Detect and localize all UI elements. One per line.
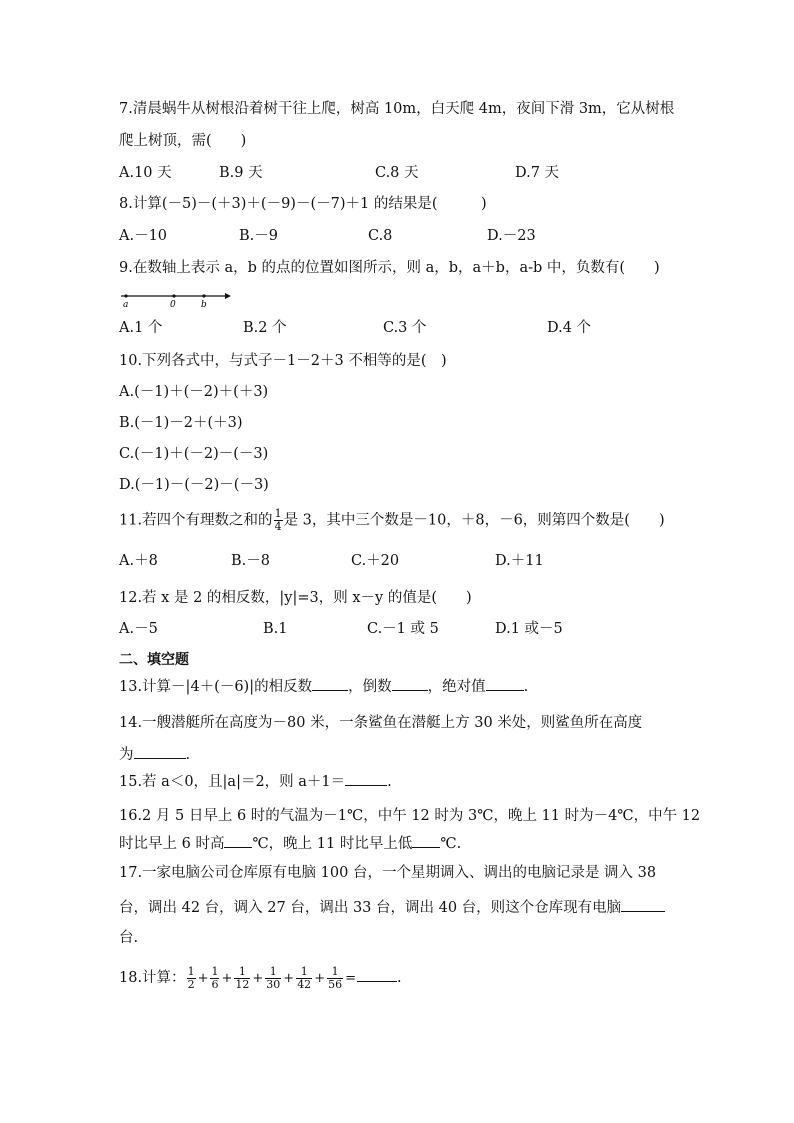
q18-fraction-3-numerator: 1 (234, 966, 250, 979)
q18-fraction-5-numerator: 1 (296, 966, 312, 979)
q13-stem (119, 676, 528, 697)
q18-fraction-6-numerator: 1 (327, 966, 343, 979)
q18-prefix: 18.计算： (119, 970, 186, 986)
q11-option-b: B.－8 (231, 553, 270, 569)
q9-option-b: B.2 个 (243, 320, 287, 336)
q15-end: . (387, 774, 392, 790)
q14-blank-height[interactable] (134, 744, 186, 759)
q10-option-a: A.(－1)＋(－2)＋(＋3) (119, 384, 269, 400)
q8-option-b: B.－9 (239, 228, 278, 244)
q9-option-c: C.3 个 (383, 320, 427, 336)
point-zero (172, 294, 175, 297)
q18-plus-1: + (197, 971, 209, 986)
q11-fraction (274, 508, 283, 533)
q7-stem-line2: 爬上树顶，需( ) (119, 133, 247, 149)
q13-blank-absolute[interactable] (486, 676, 524, 691)
q8-option-d: D.－23 (487, 228, 536, 244)
q15-stem (119, 771, 392, 792)
label-a: a (123, 300, 129, 310)
number-line-arrow (225, 293, 231, 299)
q18-fraction-3-denominator: 12 (235, 977, 250, 991)
q14-line2-suffix: . (185, 747, 191, 763)
q18-end: . (397, 970, 402, 986)
section-heading-fill-in: 二、填空题 (119, 652, 189, 668)
q10-stem: 10.下列各式中，与式子－1－2＋3 不相等的是( ) (119, 353, 447, 369)
q18-stem (119, 963, 402, 994)
label-b: b (201, 300, 207, 310)
q15-text: 15.若 a＜0，且|a|＝2，则 a＋1＝ (119, 774, 346, 790)
q18-equals: = (345, 971, 356, 986)
q11-stem-suffix: 是 3，其中三个数是－10，＋8，－6，则第四个数是( ) (283, 512, 665, 529)
q18-plus-4: + (283, 971, 295, 986)
q14-line2-prefix: 为 (119, 747, 134, 763)
q10-option-c: C.(－1)＋(－2)－(－3) (119, 446, 269, 462)
q17-stem-line2 (119, 897, 665, 918)
q17-stem-line1: 17.一家电脑公司仓库原有电脑 100 台，一个星期调入、调出的电脑记录是 调入 38 (119, 865, 657, 881)
q18-plus-5: + (314, 971, 326, 986)
q18-fraction-6-denominator: 56 (328, 977, 343, 991)
q7-option-b: B.9 天 (219, 165, 263, 181)
q12-option-d: D.1 或－5 (495, 621, 563, 637)
q16-stem-line1: 16.2 月 5 日早上 6 时的气温为－1℃，中午 12 时为 3℃，晚上 11 时为－4℃，中午 12 (119, 808, 701, 824)
q18-fraction-4-denominator: 30 (266, 977, 281, 991)
q11-fraction-numerator: 1 (274, 507, 282, 520)
q9-stem: 9.在数轴上表示 a，b 的点的位置如图所示，则 a，b，a＋b，a-b 中，负数有( ) (119, 260, 660, 276)
q16-line2-c: ℃. (440, 836, 462, 852)
q9-number-line-diagram (119, 288, 239, 310)
q13-part4: . (523, 679, 529, 695)
q13-blank-reciprocal[interactable] (392, 676, 428, 691)
q15-blank-answer[interactable] (345, 771, 387, 786)
q18-fraction-2-denominator: 6 (211, 977, 219, 991)
q18-plus-3: + (252, 971, 264, 986)
q18-fraction-4-numerator: 1 (265, 966, 281, 979)
q18-blank-answer[interactable] (357, 967, 397, 982)
q13-part3: ，绝对值 (427, 679, 486, 695)
q11-option-d: D.＋11 (495, 553, 544, 569)
q17-blank-count[interactable] (621, 897, 665, 912)
q18-plus-2: + (221, 971, 233, 986)
q11-option-c: C.＋20 (351, 553, 400, 569)
q18-fraction-2-numerator: 1 (211, 964, 219, 978)
q18-fraction-6 (327, 966, 343, 991)
q13-part1: 13.计算－|4＋(－6)|的相反数 (119, 679, 313, 695)
q16-line2-b: ℃，晚上 11 时比早上低 (252, 836, 413, 852)
q17-line2-text: 台，调出 42 台，调入 27 台，调出 33 台，调出 40 台，则这个仓库现有电脑 (119, 900, 622, 916)
q16-blank-higher[interactable] (224, 833, 252, 848)
point-a (124, 294, 127, 297)
q8-option-a: A.－10 (119, 228, 168, 244)
q7-option-d: D.7 天 (515, 165, 560, 181)
q12-option-b: B.1 (263, 621, 288, 637)
q11-fraction-denominator: 4 (274, 520, 282, 533)
q18-fraction-3 (234, 966, 250, 991)
q16-blank-lower[interactable] (412, 833, 440, 848)
point-b (202, 294, 205, 297)
q14-stem-line2 (119, 744, 190, 765)
q13-part2: ，倒数 (348, 679, 392, 695)
q12-stem: 12.若 x 是 2 的相反数，|y|=3，则 x－y 的值是( ) (119, 590, 472, 606)
q18-fraction-2 (210, 966, 219, 991)
q10-option-b: B.(－1)－2＋(＋3) (119, 415, 243, 431)
q13-blank-opposite[interactable] (312, 676, 348, 691)
q7-stem-line1: 7.清晨蜗牛从树根沿着树干往上爬，树高 10m，白天爬 4m，夜间下滑 3m，它从树根 (119, 101, 675, 117)
q7-option-a: A.10 天 (119, 165, 172, 181)
q8-stem: 8.计算(－5)－(＋3)＋(－9)－(－7)＋1 的结果是( ) (119, 196, 487, 212)
q11-stem-prefix: 11.若四个有理数之和的 (119, 512, 273, 529)
q9-option-d: D.4 个 (547, 320, 592, 336)
q11-option-a: A.＋8 (119, 553, 158, 569)
q9-option-a: A.1 个 (119, 320, 163, 336)
label-zero: 0 (170, 300, 176, 310)
q18-fraction-4 (265, 966, 281, 991)
q12-option-a: A.－5 (119, 621, 158, 637)
q16-stem-line2 (119, 833, 461, 854)
q16-line2-a: 时比早上 6 时高 (119, 836, 225, 852)
q12-option-c: C.－1 或 5 (367, 621, 439, 637)
q18-fraction-5-denominator: 42 (297, 977, 312, 991)
q18-fraction-5 (296, 966, 312, 991)
q11-stem (119, 508, 665, 533)
q14-stem-line1: 14.一艘潜艇所在高度为－80 米，一条鲨鱼在潜艇上方 30 米处，则鲨鱼所在高度 (119, 715, 643, 731)
q18-fraction-1-numerator: 1 (187, 964, 195, 978)
q18-fraction-1 (187, 966, 196, 991)
q7-option-c: C.8 天 (375, 165, 419, 181)
q10-option-d: D.(－1)－(－2)－(－3) (119, 477, 269, 493)
q18-fraction-1-denominator: 2 (187, 977, 195, 991)
q8-option-c: C.8 (368, 228, 393, 244)
q17-stem-line3: 台. (119, 930, 139, 946)
